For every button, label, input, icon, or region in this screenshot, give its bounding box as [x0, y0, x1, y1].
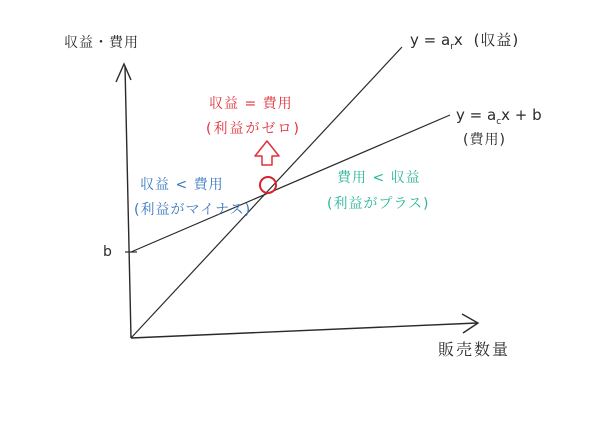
- revenue-formula-subscript: r: [450, 42, 454, 52]
- breakeven-label-line2: (利益がゼロ): [206, 121, 301, 137]
- y-axis-arrowhead: [116, 64, 131, 82]
- loss-region-label-line1: 収益 < 費用: [140, 177, 224, 193]
- x-axis-label: 販売数量: [438, 340, 511, 359]
- revenue-formula-tail: x: [453, 31, 463, 49]
- b-intercept-label: b: [103, 244, 112, 260]
- loss-region-label-line2: (利益がマイナス): [134, 202, 252, 218]
- cost-formula-head: y = a: [456, 106, 497, 124]
- cost-equation: [456, 108, 542, 127]
- breakeven-up-arrow: [255, 141, 279, 165]
- profit-region-label-line1: 費用 < 収益: [337, 170, 421, 186]
- revenue-formula-head: y = a: [410, 31, 451, 49]
- y-axis: [125, 66, 131, 338]
- profit-region-label-line2: (利益がプラス): [327, 196, 430, 212]
- cost-formula-subscript: c: [496, 117, 502, 127]
- revenue-equation: [410, 33, 519, 52]
- cost-line-name: (費用): [463, 132, 506, 148]
- y-axis-label: 収益・費用: [64, 35, 139, 51]
- cost-formula-tail: x + b: [501, 106, 542, 124]
- breakeven-label-line1: 収益 = 費用: [209, 96, 293, 112]
- revenue-line-name: (収益): [473, 31, 520, 49]
- x-axis: [131, 323, 477, 338]
